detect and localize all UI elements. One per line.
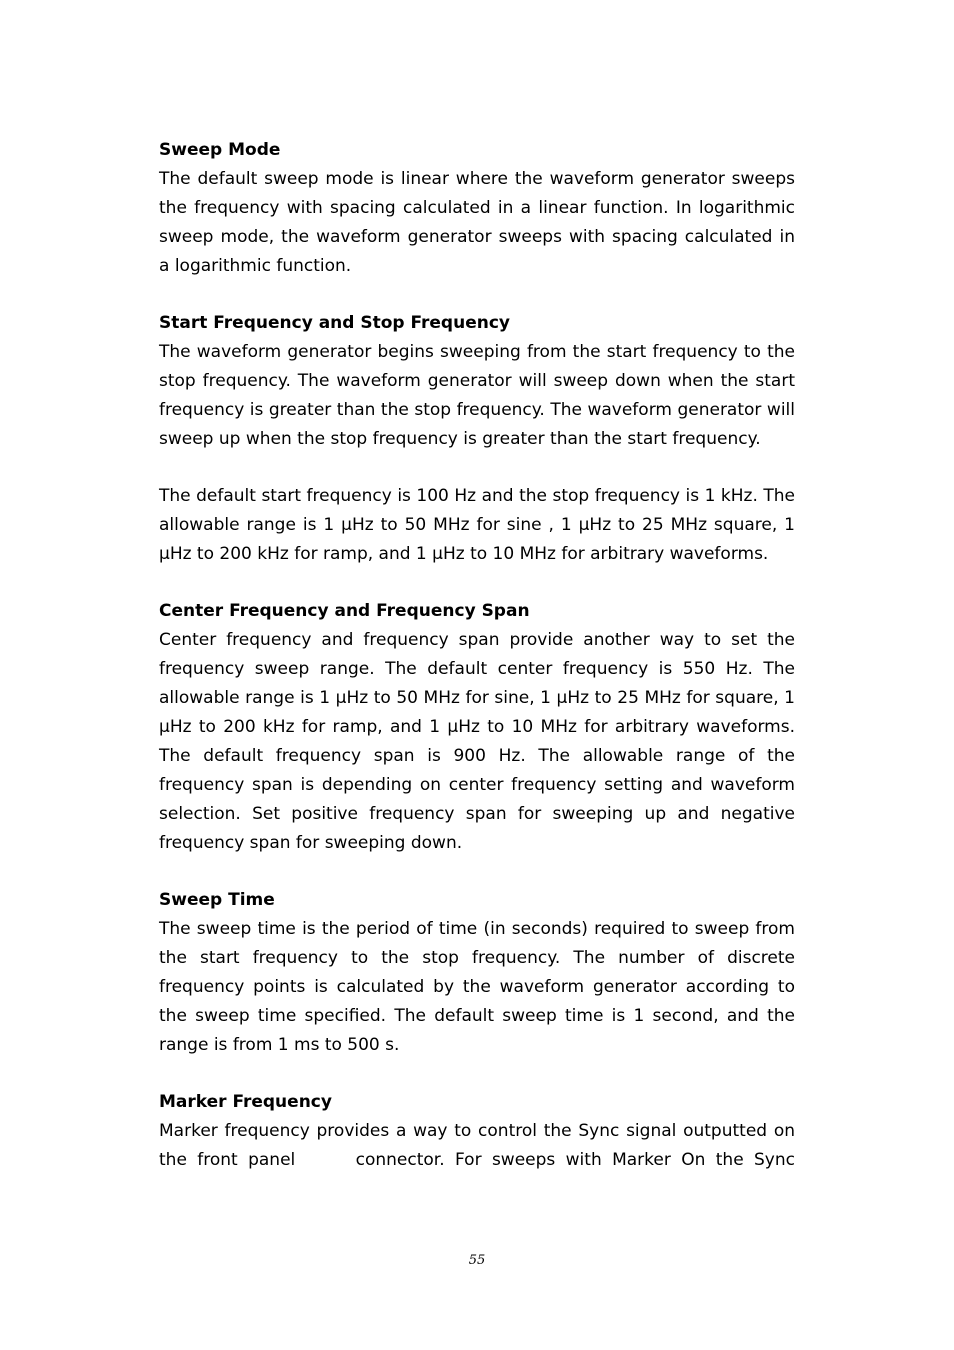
section-start-stop-frequency	[159, 309, 795, 569]
section-marker-frequency	[159, 1088, 795, 1175]
section-heading: Sweep Mode	[159, 140, 281, 160]
section-heading: Center Frequency and Frequency Span	[159, 601, 530, 621]
page-number: 55	[468, 1253, 486, 1268]
page-content	[159, 136, 795, 1203]
section-paragraph: Center frequency and frequency span provide another way to set the frequency sweep range. The default center frequency is 550 Hz. The allowable range is 1 μHz to 50 MHz for sine, 1 μHz to 25 MHz for square, 1 μHz to 200 kHz for ramp, and 1 μHz to 10 MHz for arbitrary waveforms. The default frequency span is 900 Hz. The allowable range of the frequency span is depending on center frequency setting and waveform selection. Set positive frequency span for sweeping up and negative frequency span for sweeping down.	[159, 630, 795, 853]
section-center-frequency-span	[159, 597, 795, 858]
paragraph-text-connector: connector. For sweeps with Marker On the Sync	[355, 1150, 795, 1170]
paragraph-text-front-panel: the front panel	[159, 1150, 296, 1170]
section-paragraph: The default start frequency is 100 Hz and the stop frequency is 1 kHz. The allowable range is 1 μHz to 50 MHz for sine , 1 μHz to 25 MHz square, 1 μHz to 200 kHz for ramp, and 1 μHz to 10 MHz for arbitrary waveforms.	[159, 486, 795, 564]
section-heading: Marker Frequency	[159, 1092, 332, 1112]
section-heading: Start Frequency and Stop Frequency	[159, 313, 510, 333]
section-paragraph: The waveform generator begins sweeping from the start frequency to the stop frequency. The waveform generator will sweep down when the start frequency is greater than the stop frequency. The waveform generator will sweep up when the stop frequency is greater than the start frequency.	[159, 342, 795, 449]
section-paragraph: The sweep time is the period of time (in seconds) required to sweep from the start frequency to the stop frequency. The number of discrete frequency points is calculated by the waveform generator according to the sweep time specified. The default sweep time is 1 second, and the range is from 1 ms to 500 s.	[159, 919, 795, 1055]
paragraph-text-start: Marker frequency provides a way to control the Sync signal outputted on	[159, 1121, 795, 1141]
section-heading: Sweep Time	[159, 890, 275, 910]
section-sweep-mode	[159, 136, 795, 281]
section-paragraph: The default sweep mode is linear where the waveform generator sweeps the frequency with spacing calculated in a linear function. In logarithmic sweep mode, the waveform generator sweeps with spacing calculated in a logarithmic function.	[159, 169, 795, 276]
section-paragraph	[159, 1117, 795, 1175]
section-sweep-time	[159, 886, 795, 1060]
